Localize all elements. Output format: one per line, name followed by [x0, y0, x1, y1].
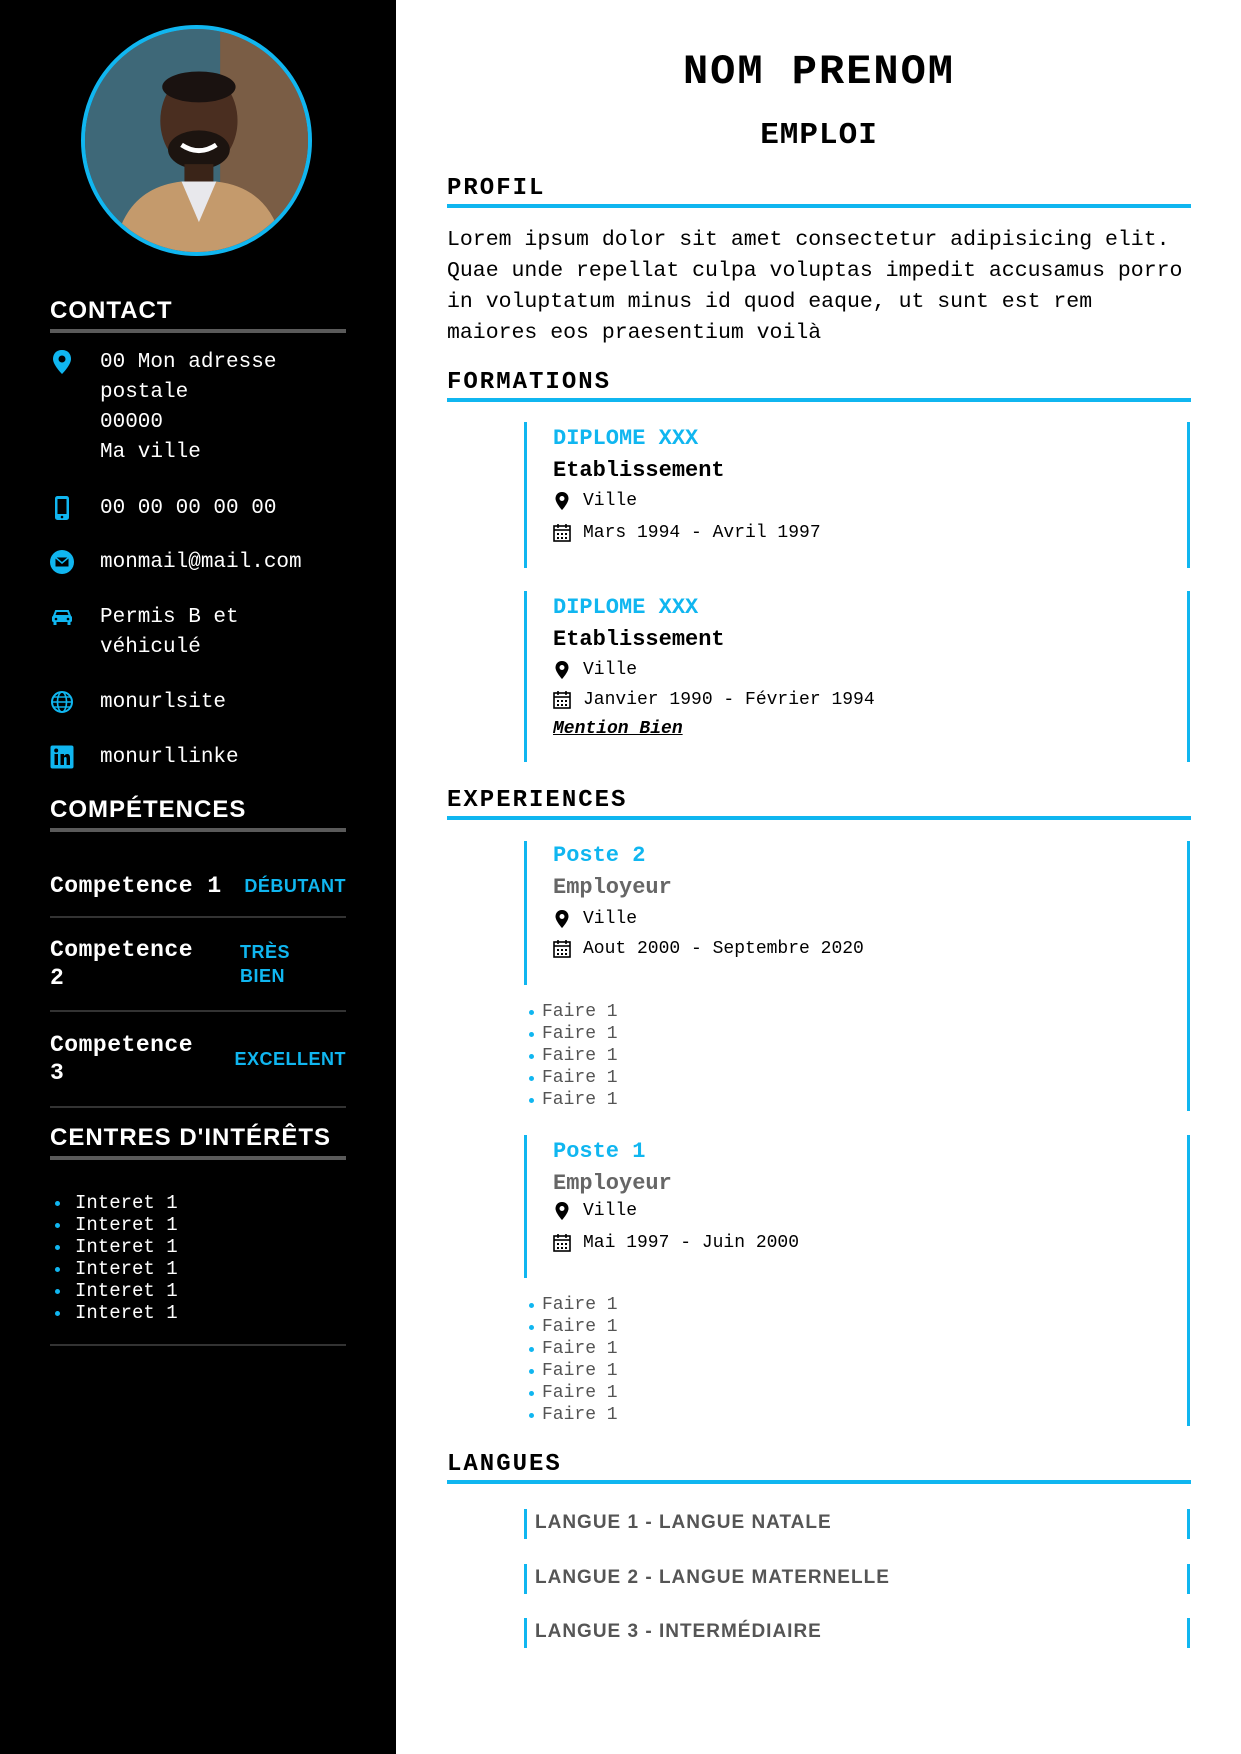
position-title: Poste 2 — [553, 843, 646, 868]
contact-linkedin-text[interactable]: monurllinke — [100, 746, 239, 769]
skill-row — [50, 918, 346, 1012]
skill-level: TRÈS BIEN — [239, 942, 290, 986]
phone-icon — [50, 495, 74, 521]
experience-city — [553, 1201, 637, 1221]
employer-name: Employeur — [553, 1171, 672, 1196]
education-item — [524, 422, 1190, 568]
list-item: Interet 1 — [75, 1214, 371, 1236]
list-item: Interet 1 — [75, 1302, 371, 1324]
divider — [50, 1344, 346, 1346]
task-list — [524, 985, 1190, 1111]
contact-website-text[interactable]: monurlsite — [100, 691, 227, 714]
dates-text: Janvier 1990 - Février 1994 — [583, 690, 875, 710]
calendar-icon — [553, 1233, 571, 1253]
list-item: Faire 1 — [542, 1338, 1187, 1360]
dates-text: Aout 2000 - Septembre 2020 — [583, 939, 864, 959]
skill-name: Competence 2 — [50, 937, 194, 991]
linkedin-icon — [50, 744, 74, 770]
list-item: Faire 1 — [542, 1045, 1187, 1067]
contact-phone-text: 00 00 00 00 00 — [100, 497, 277, 520]
degree-title: DIPLOME XXX — [553, 426, 699, 451]
city-text: Ville — [583, 909, 638, 929]
contact-license — [50, 603, 350, 663]
skill-name: Competence 3 — [50, 1032, 194, 1086]
list-item: Faire 1 — [542, 1067, 1187, 1089]
skill-level: EXCELLENT — [234, 1049, 346, 1069]
position-title: Poste 1 — [553, 1139, 646, 1164]
city-text: Ville — [583, 1201, 638, 1221]
profile-heading: PROFIL — [447, 175, 1191, 208]
list-item: Interet 1 — [75, 1258, 371, 1280]
contact-email-text[interactable]: monmail@mail.com — [100, 551, 302, 574]
calendar-icon — [553, 939, 571, 959]
skill-level: DÉBUTANT — [244, 875, 346, 896]
experience-item — [524, 841, 1190, 985]
city-text: Ville — [583, 660, 638, 680]
globe-icon — [50, 689, 74, 715]
profile-photo — [81, 25, 312, 256]
contact-address — [50, 348, 350, 468]
job-title: EMPLOI — [760, 118, 878, 153]
mail-icon — [50, 549, 74, 575]
full-name: NOM PRENOM — [682, 48, 956, 96]
map-pin-icon — [553, 491, 571, 511]
interests-heading: CENTRES D'INTÉRÊTS — [50, 1124, 346, 1160]
skill-row — [50, 855, 346, 918]
education-city — [553, 660, 637, 680]
experience-city — [553, 909, 637, 929]
calendar-icon — [553, 523, 571, 543]
education-dates — [553, 690, 875, 710]
list-item: Faire 1 — [542, 1360, 1187, 1382]
car-icon — [50, 604, 74, 630]
list-item: Interet 1 — [75, 1280, 371, 1302]
list-item: Faire 1 — [542, 1294, 1187, 1316]
experience-dates — [553, 939, 864, 959]
list-item: Interet 1 — [75, 1236, 371, 1258]
contact-heading: CONTACT — [50, 297, 346, 333]
list-item: Faire 1 — [542, 1316, 1187, 1338]
calendar-icon — [553, 690, 571, 710]
task-list — [524, 1278, 1190, 1426]
education-heading: FORMATIONS — [447, 369, 1191, 402]
interests-list — [50, 1192, 371, 1324]
contact-linkedin — [50, 743, 350, 773]
languages-heading: LANGUES — [447, 1451, 1191, 1484]
list-item: Faire 1 — [542, 1089, 1187, 1111]
language-item: LANGUE 1 - LANGUE NATALE — [524, 1509, 1190, 1539]
school-name: Etablissement — [553, 458, 725, 483]
avatar-illustration — [85, 29, 308, 252]
contact-phone — [50, 494, 350, 524]
map-pin-icon — [553, 1201, 571, 1221]
contact-license-text: Permis B et véhiculé — [100, 606, 239, 659]
skill-row — [50, 1012, 346, 1108]
contact-website — [50, 688, 350, 718]
skill-name: Competence 1 — [50, 872, 222, 899]
dates-text: Mars 1994 - Avril 1997 — [583, 523, 821, 543]
school-name: Etablissement — [553, 627, 725, 652]
map-pin-icon — [50, 349, 74, 375]
contact-address-text: 00 Mon adresse postale 00000 Ma ville — [100, 351, 277, 464]
map-pin-icon — [553, 909, 571, 929]
education-item — [524, 591, 1190, 762]
profile-text: Lorem ipsum dolor sit amet consectetur adipisicing elit. Quae unde repellat culpa voluptas impedit accusamus porro in voluptatum minus id quod eaque, ut sunt est rem maiores eos praesentium voilà — [447, 228, 1183, 345]
map-pin-icon — [553, 660, 571, 680]
contact-email — [50, 548, 350, 578]
list-item: Interet 1 — [75, 1192, 371, 1214]
dates-text: Mai 1997 - Juin 2000 — [583, 1233, 800, 1253]
skills-heading: COMPÉTENCES — [50, 796, 346, 832]
city-text: Ville — [583, 491, 638, 511]
education-dates — [553, 523, 821, 543]
education-city — [553, 491, 637, 511]
language-item: LANGUE 2 - LANGUE MATERNELLE — [524, 1564, 1190, 1594]
experience-dates — [553, 1233, 799, 1253]
employer-name: Employeur — [553, 875, 672, 900]
experience-item — [524, 1135, 1190, 1278]
list-item: Faire 1 — [542, 1001, 1187, 1023]
experience-heading: EXPERIENCES — [447, 787, 1191, 820]
degree-title: DIPLOME XXX — [553, 595, 699, 620]
sidebar — [0, 0, 396, 1754]
list-item: Faire 1 — [542, 1023, 1187, 1045]
list-item: Faire 1 — [542, 1382, 1187, 1404]
list-item: Faire 1 — [542, 1404, 1187, 1426]
language-item: LANGUE 3 - INTERMÉDIAIRE — [524, 1618, 1190, 1648]
mention-text: Mention Bien — [553, 719, 683, 739]
